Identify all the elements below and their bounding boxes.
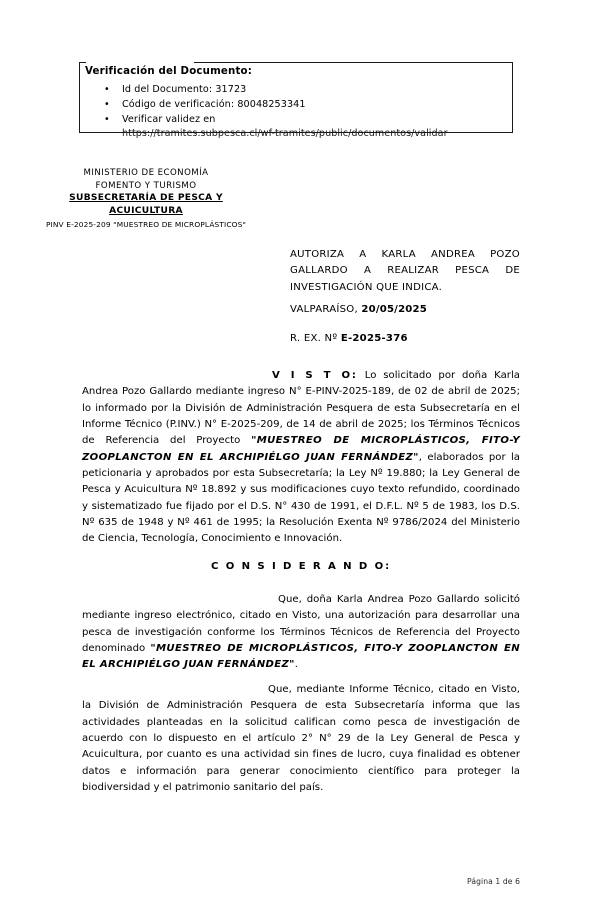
resolution-label: R. EX. Nº <box>290 333 338 344</box>
ministry-line-1: MINISTERIO DE ECONOMÍA <box>83 168 209 178</box>
verification-document-id: Id del Documento: 31723 <box>122 84 247 95</box>
considerando-paragraph-1 <box>82 592 520 674</box>
bullet-icon: • <box>104 84 110 95</box>
considerando-p1-text-part-2: . <box>294 659 299 671</box>
ministry-line-4: ACUICULTURA <box>109 205 183 216</box>
visto-text-part-2: , elaborados por la peticionaria y aprobados por esta Subsecretaría; la Ley Nº 19.880; la Ley General de Pesca y Acuicultura Nº 18.892 y sus modificaciones cuyo texto refundido, coordinado y sistematizado fue fijado por el D.S. N° 430 de 1991, el D.F.L. Nº 5 de 1983, los D.S. Nº 635 de 1948 y Nº 461 de 1995; la Resolución Exenta Nº 9786/2024 del Ministerio de Ciencia, Tecnología, Conocimiento e Innovación. <box>82 451 520 545</box>
visto-keyword: V I S T O: <box>272 370 358 381</box>
visto-project-title: "MUESTREO DE MICROPLÁSTICOS, FITO-Y ZOOPLANCTON EN EL ARCHIPIÉLGO JUAN FERNÁNDEZ" <box>82 435 520 463</box>
resolution-number-line <box>290 333 408 344</box>
ministry-header <box>18 167 274 232</box>
resolution-number: E-2025-376 <box>340 333 408 344</box>
verification-list-item <box>100 97 500 112</box>
document-subject: AUTORIZA A KARLA ANDREA POZO GALLARDO A REALIZAR PESCA DE INVESTIGACIÓN QUE INDICA. <box>290 249 520 293</box>
considerando-heading: C O N S I D E R A N D O: <box>210 561 392 572</box>
visto-text-part-1: Lo solicitado por doña Karla Andrea Pozo Gallardo mediante ingreso N° E-PINV-2025-189, de 02 de abril de 2025; lo informado por la División de Administración Pesquera de esta Subsecretaría en el Informe Técnico (P.INV.) N° E-2025-209, de 14 de abril de 2025; los Términos Técnicos de Referencia del Proyecto <box>82 370 520 447</box>
verification-code: Código de verificación: 80048253341 <box>122 99 306 111</box>
verification-validity-label: Verificar validez en <box>122 114 216 126</box>
bullet-icon: • <box>104 99 110 111</box>
verification-box-top-gap <box>86 58 194 64</box>
project-reference: PINV E-2025-209 "MUESTREO DE MICROPLÁSTICOS" <box>45 220 247 230</box>
verification-url[interactable]: https://tramites.subpesca.cl/wf-tramites/public/documentos/validar <box>122 128 448 139</box>
ministry-line-3: SUBSECRETARÍA DE PESCA Y <box>69 193 223 204</box>
verification-list-item <box>100 82 500 97</box>
considerando-p1-project-title: "MUESTREO DE MICROPLÁSTICOS, FITO-Y ZOOPLANCTON EN EL ARCHIPIÉLGO JUAN FERNÁNDEZ" <box>82 643 520 671</box>
page-footer: Página 1 de 6 <box>467 877 520 886</box>
visto-paragraph <box>82 368 520 548</box>
bullet-icon: • <box>104 114 110 126</box>
place-label: VALPARAÍSO, <box>290 304 358 315</box>
considerando-p2-text: Que, mediante Informe Técnico, citado en Visto, la División de Administración Pesquera de esta Subsecretaría informa que las actividades planteadas en la solicitud califican como pesca de investigación de acuerdo con lo dispuesto en el artículo 2° N° 29 de la Ley General de Pesca y Acuicultura, por cuanto es una actividad sin fines de lucro, cuya finalidad es obtener datos e información para generar conocimiento científico para proteger la biodiversidad y el patrimonio sanitario del país. <box>82 684 520 794</box>
verification-box-title: Verificación del Documento: <box>85 66 253 77</box>
considerando-p1-text-part-1: Que, doña Karla Andrea Pozo Gallardo solicitó mediante ingreso electrónico, citado en Visto, una autorización para desarrollar una pesca de investigación conforme los Términos Técnicos de Referencia del Proyecto denominado <box>82 594 520 655</box>
document-date: 20/05/2025 <box>361 304 427 315</box>
ministry-line-2: FOMENTO Y TURISMO <box>95 180 197 191</box>
considerando-paragraph-2 <box>82 682 520 796</box>
verification-list-item <box>100 112 500 127</box>
place-and-date <box>290 304 427 315</box>
verification-item-list <box>100 82 500 128</box>
